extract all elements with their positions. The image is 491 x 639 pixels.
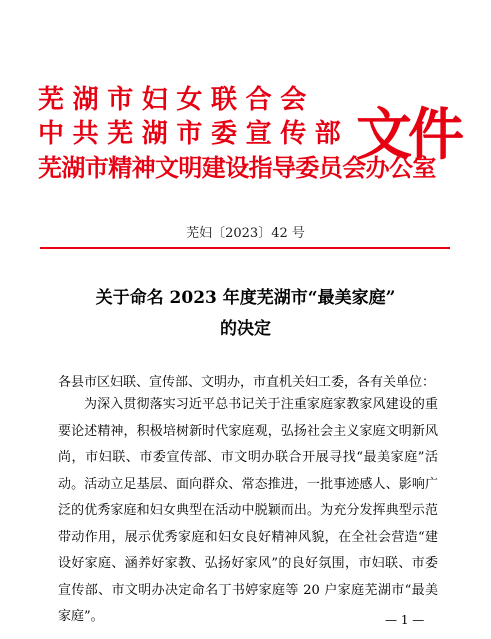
issuer-name-publicity-department: 中共芜湖市委宣传部 [38,119,350,149]
document-title-line-1: 关于命名 2023 年度芜湖市“最美家庭” [95,288,396,308]
document-title-line-2: 的决定 [220,319,271,339]
salutation: 各县市区妇联、宣传部、文明办，市直机关妇工委，各有关单位： [58,375,436,390]
body-paragraph: 为深入贯彻落实习近平总书记关于注重家庭家教家风建设的重要论述精神，积极培树新时代家庭观，弘扬社会主义家庭文明新风尚，市妇联、市委宣传部、市文明办联合开展寻找“最美家庭”活动。活动立足基层、面向群众、常态推进，一批事迹感人、影响广泛的优秀家庭和妇女典型在活动中脱颖而出。为充分发挥典型示范带动作用，展示优秀家庭和妇女良好精神风貌，在全社会营造“建设好家庭、涵养好家教、弘扬好家风”的良好氛围，市妇联、市委宣传部、市文明办决定命名丁书婷家庭等 20 户家庭芜湖市“最美家庭”。 [58,397,438,624]
red-header-masthead [38,82,478,192]
red-separator-line [40,247,450,249]
issuer-name-civilization-office: 芜湖市精神文明建设指导委员会办公室 [38,153,436,182]
issuer-name-womens-federation: 芜湖市妇女联合会 [38,85,315,115]
document-number: 芜妇〔2023〕42 号 [186,226,305,241]
document-type-label: 文件 [356,102,460,168]
page-number: — 1 — [385,613,425,627]
